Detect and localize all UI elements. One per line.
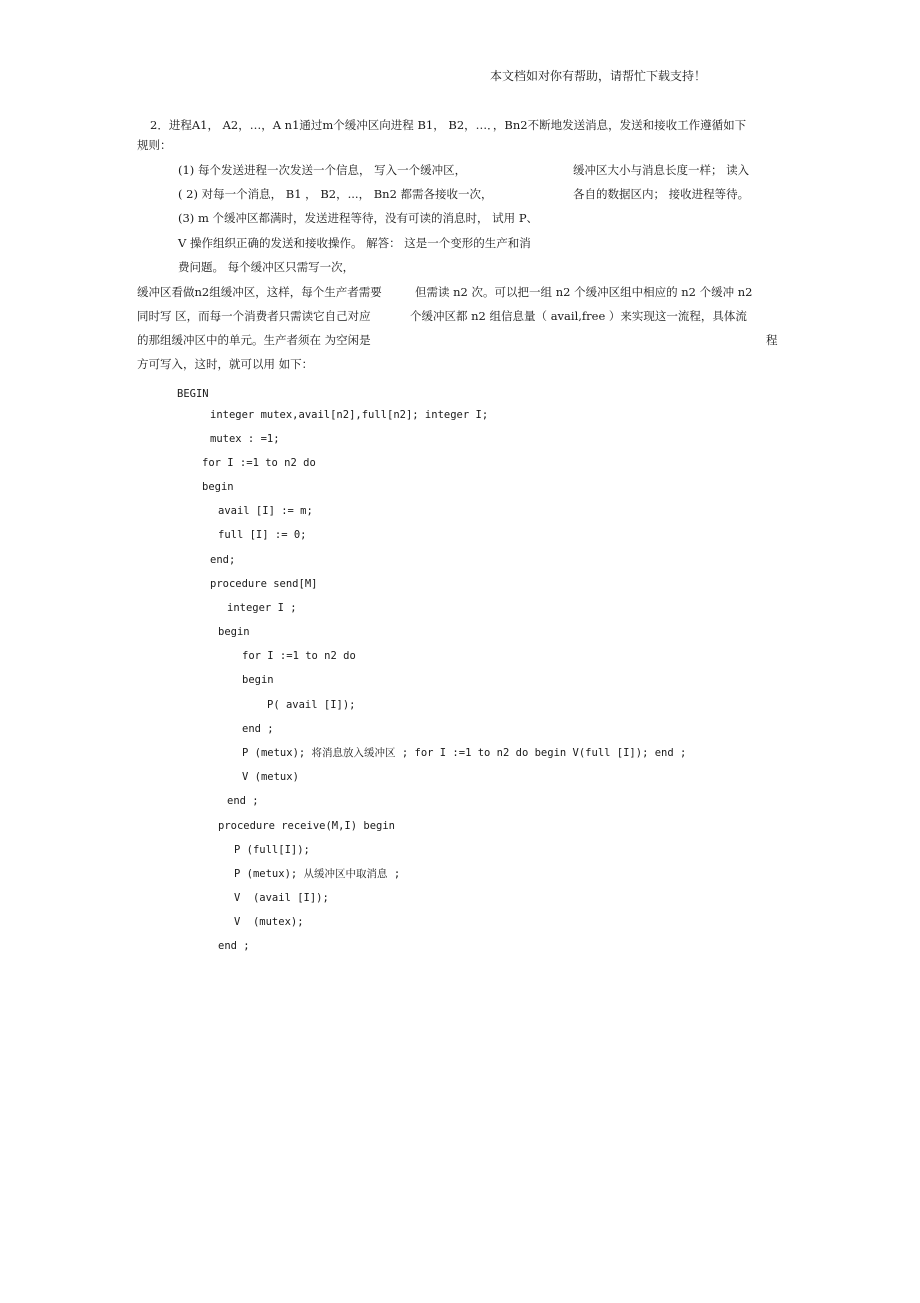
answer-line-5: 方可写入，这时，就可以用 如下： <box>137 357 314 371</box>
code-line: end ; <box>242 723 274 735</box>
rule-1-right: 缓冲区大小与消息长度一样； 读入 <box>573 163 750 177</box>
code-line: begin <box>242 674 274 686</box>
answer-line-3-right: 个缓冲区都 n2 组信息量（ avail,free ）来实现这一流程，具体流 <box>410 309 747 323</box>
code-line: for I :=1 to n2 do <box>202 457 316 469</box>
rule-2-left: ( 2) 对每一个消息， B1 ， B2，...， Bn2 都需各接收一次， <box>178 187 493 201</box>
code-line: P (full[I]); <box>234 844 310 856</box>
answer-line-3-left: 同时写 区，而每一个消费者只需读它自己对应 <box>137 309 371 323</box>
code-line: for I :=1 to n2 do <box>242 650 356 662</box>
code-line: BEGIN <box>177 388 209 400</box>
code-line: mutex : =1; <box>210 433 280 445</box>
code-line: begin <box>218 626 250 638</box>
problem-intro-line-2: 规则： <box>137 138 172 152</box>
rule-4: V 操作组织正确的发送和接收操作。 解答： 这是一个变形的生产和消 <box>178 236 531 250</box>
problem-intro-line-1: 2．进程A1， A2，…，A n1通过m个缓冲区向进程 B1， B2，…．，Bn2不断地发送消息，发送和接收工作遵循如下 <box>150 118 747 132</box>
code-line: P( avail [I]); <box>267 699 356 711</box>
rule-2-right: 各自的数据区内； 接收进程等待。 <box>573 187 750 201</box>
code-line: procedure receive(M,I) begin <box>218 820 396 832</box>
code-line: V (avail [I]); <box>234 892 329 904</box>
code-line: end ; <box>227 795 259 807</box>
code-line: avail [I] := m; <box>218 505 313 517</box>
code-line: V (mutex); <box>234 916 304 928</box>
code-line: integer I ; <box>227 602 297 614</box>
code-line: procedure send[M] <box>210 578 318 590</box>
rule-1-left: (1) 每个发送进程一次发送一个信息， 写入一个缓冲区， <box>178 163 467 177</box>
answer-line-4-left: 的那组缓冲区中的单元。生产者须在 为空闲是 <box>137 333 371 347</box>
code-line: P (metux); 将消息放入缓冲区 ; for I :=1 to n2 do begin V(full [I]); end ; <box>242 747 687 759</box>
code-line: end ; <box>218 940 250 952</box>
code-line: end; <box>210 554 236 566</box>
code-line: full [I] := 0; <box>218 529 307 541</box>
answer-line-1: 费问题。 每个缓冲区只需写一次， <box>178 260 355 274</box>
answer-line-2-right: 但需读 n2 次。可以把一组 n2 个缓冲区组中相应的 n2 个缓冲 n2 <box>415 285 753 299</box>
header-notice: 本文档如对你有帮助，请帮忙下载支持！ <box>490 69 707 83</box>
answer-line-2-left: 缓冲区看做n2组缓冲区，这样，每个生产者需要 <box>137 285 382 299</box>
code-line: P (metux); 从缓冲区中取消息 ; <box>234 868 401 880</box>
code-line: V (metux) <box>242 771 299 783</box>
code-line: begin <box>202 481 234 493</box>
code-line: integer mutex,avail[n2],full[n2]; integer I; <box>210 409 489 421</box>
answer-line-4-right: 程 <box>766 333 778 347</box>
rule-3: (3) m 个缓冲区都满时，发送进程等待，没有可读的消息时， 试用 P、 <box>178 211 539 225</box>
